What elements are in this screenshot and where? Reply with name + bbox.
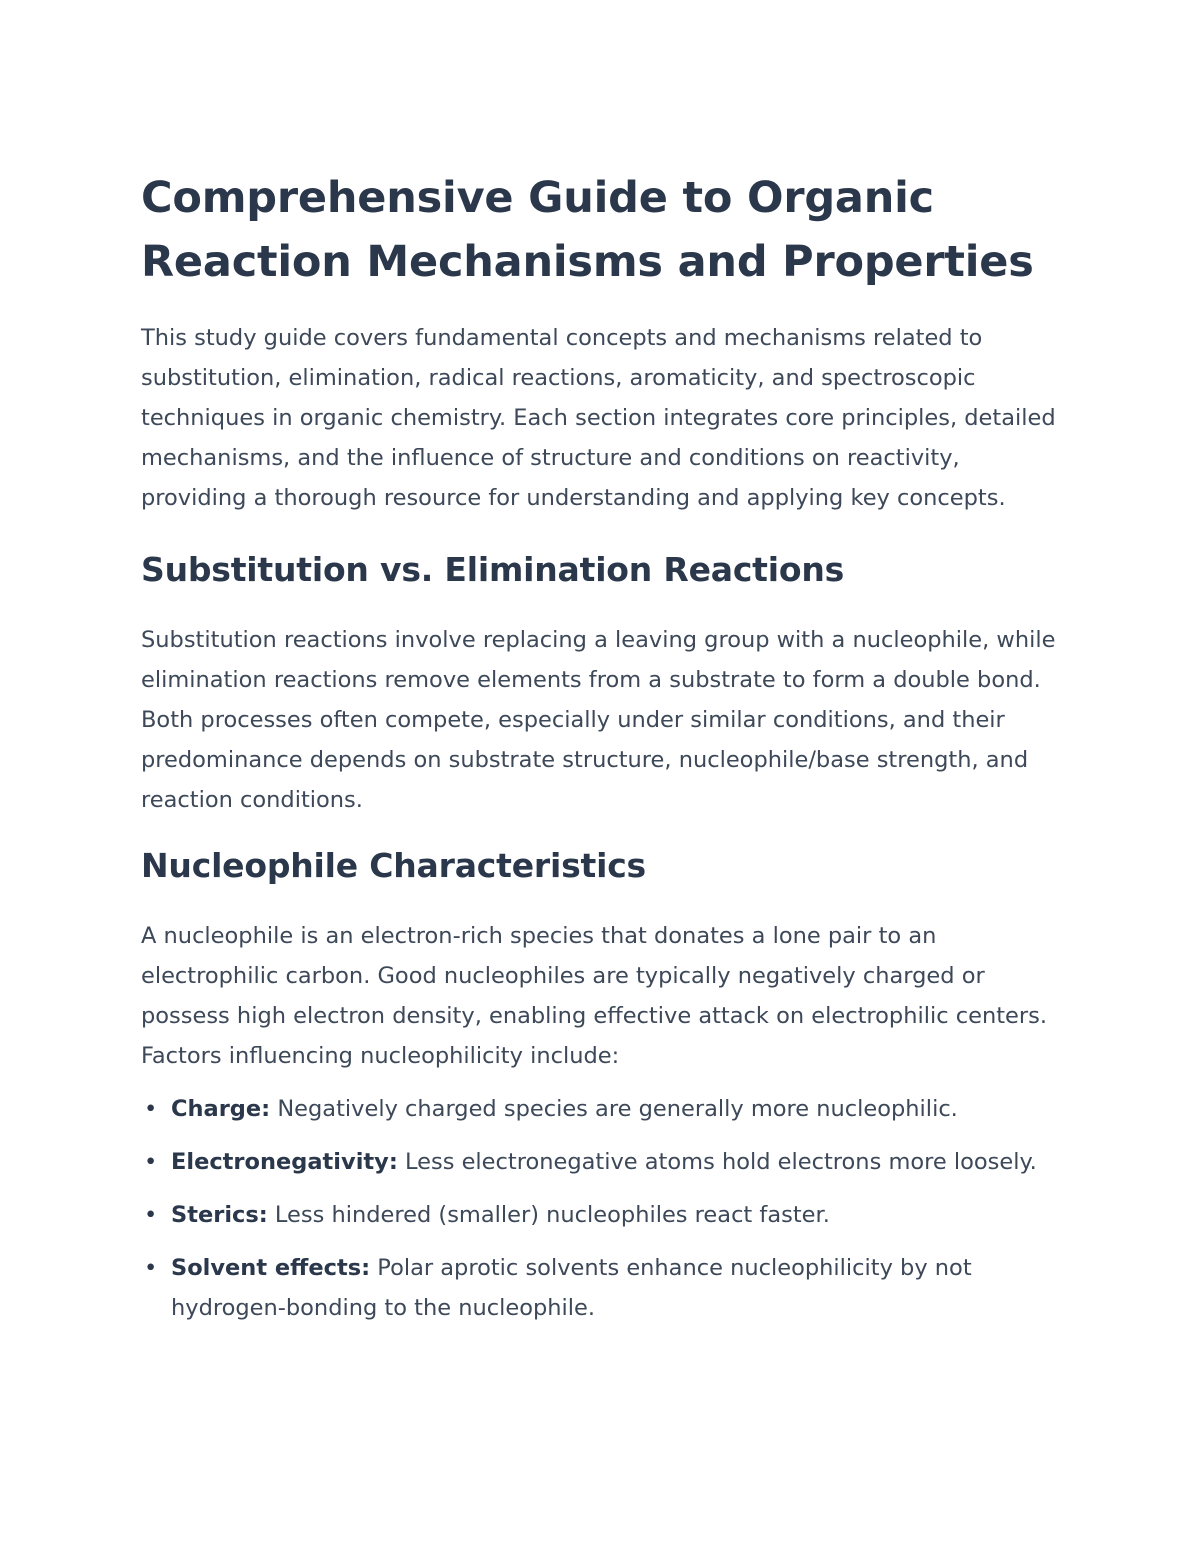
bullet-icon: •	[144, 1149, 158, 1175]
document-page	[141, 166, 1071, 1328]
list-item-charge	[141, 1089, 1071, 1129]
nucleophilicity-factors-list	[141, 1089, 1071, 1328]
bullet-icon: •	[144, 1202, 158, 1228]
factor-text: Less electronegative atoms hold electrons more loosely.	[404, 1149, 1037, 1175]
section-heading-nucleophile-characteristics: Nucleophile Characteristics	[141, 846, 647, 885]
document-title: Comprehensive Guide to Organic Reaction Mechanisms and Properties	[141, 173, 1034, 287]
factor-term: Electronegativity:	[171, 1149, 398, 1175]
bullet-icon: •	[144, 1096, 158, 1122]
factor-term: Sterics:	[171, 1202, 268, 1228]
list-item-electronegativity	[141, 1142, 1071, 1182]
bullet-icon: •	[144, 1255, 158, 1281]
intro-paragraph: This study guide covers fundamental concepts and mechanisms related to substitution, elimination, radical reactions, aromaticity, and spectroscopic techniques in organic chemistry. Each section integrates core principles, detailed mechanisms, and the influence of structure and conditions on reactivity, providing a thorough resource for understanding and applying key concepts.	[141, 325, 1056, 511]
factor-term: Solvent effects:	[171, 1255, 371, 1281]
factor-text: Polar aprotic solvents enhance nucleophilicity by not hydrogen-bonding to the nucleophile.	[171, 1255, 972, 1321]
section-heading-substitution-elimination: Substitution vs. Elimination Reactions	[141, 550, 845, 589]
list-item-solvent-effects	[141, 1248, 1071, 1328]
list-item-sterics	[141, 1195, 1071, 1235]
section-body-substitution-elimination: Substitution reactions involve replacing a leaving group with a nucleophile, while elimination reactions remove elements from a substrate to form a double bond. Both processes often compete, especially under similar conditions, and their predominance depends on substrate structure, nucleophile/base strength, and reaction conditions.	[141, 627, 1056, 813]
factor-term: Charge:	[171, 1096, 271, 1122]
factor-text: Less hindered (smaller) nucleophiles react faster.	[274, 1202, 830, 1228]
factor-text: Negatively charged species are generally more nucleophilic.	[277, 1096, 958, 1122]
section-body-nucleophile-characteristics: A nucleophile is an electron-rich species that donates a lone pair to an electrophilic carbon. Good nucleophiles are typically negatively charged or possess high electron density, enabling effective attack on electrophilic centers. Factors influencing nucleophilicity include:	[141, 923, 1047, 1069]
